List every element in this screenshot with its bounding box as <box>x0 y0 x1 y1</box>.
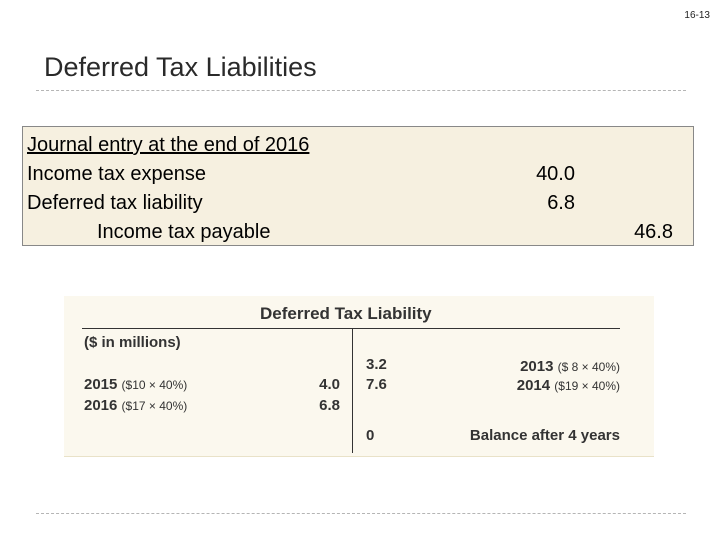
credit-amount: 7.6 <box>366 376 387 393</box>
journal-account: Deferred tax liability <box>27 192 203 214</box>
credit-entry-year: 2013 <box>520 358 554 375</box>
debit-entry-detail: ($10 × 40%) <box>121 378 188 392</box>
balance-label: Balance after 4 years <box>469 427 620 444</box>
balance-amount: 0 <box>366 427 375 444</box>
credit-entry-year: 2014 <box>516 377 551 394</box>
t-account-title: Deferred Tax Liability <box>260 304 432 323</box>
journal-heading: Journal entry at the end of 2016 <box>27 134 310 156</box>
journal-credit: 46.8 <box>634 221 673 243</box>
debit-entry <box>84 376 187 393</box>
journal-debit: 40.0 <box>536 163 575 185</box>
footer-divider <box>36 513 686 514</box>
journal-debit: 6.8 <box>547 192 575 214</box>
credit-entry-detail: ($19 × 40%) <box>554 379 620 393</box>
page-title: Deferred Tax Liabilities <box>44 52 317 82</box>
journal-account: Income tax payable <box>97 221 271 243</box>
credit-entry-detail: ($ 8 × 40%) <box>557 360 620 374</box>
credit-entry <box>517 377 620 394</box>
slide-number: 16-13 <box>684 10 710 21</box>
journal-entry-box <box>22 126 694 246</box>
debit-entry-year: 2016 <box>84 397 118 414</box>
debit-entry <box>84 397 187 414</box>
title-divider <box>36 90 686 91</box>
credit-entry <box>520 358 620 375</box>
credit-amount: 3.2 <box>366 356 387 373</box>
debit-amount: 6.8 <box>319 397 340 414</box>
t-account-horizontal-line <box>82 328 620 329</box>
debit-entry-detail: ($17 × 40%) <box>121 399 188 413</box>
t-account-vertical-line <box>352 329 353 453</box>
debit-amount: 4.0 <box>319 376 340 393</box>
t-account-units: ($ in millions) <box>84 334 181 351</box>
t-account <box>64 296 654 457</box>
debit-entry-year: 2015 <box>84 376 118 393</box>
journal-account: Income tax expense <box>27 163 206 185</box>
